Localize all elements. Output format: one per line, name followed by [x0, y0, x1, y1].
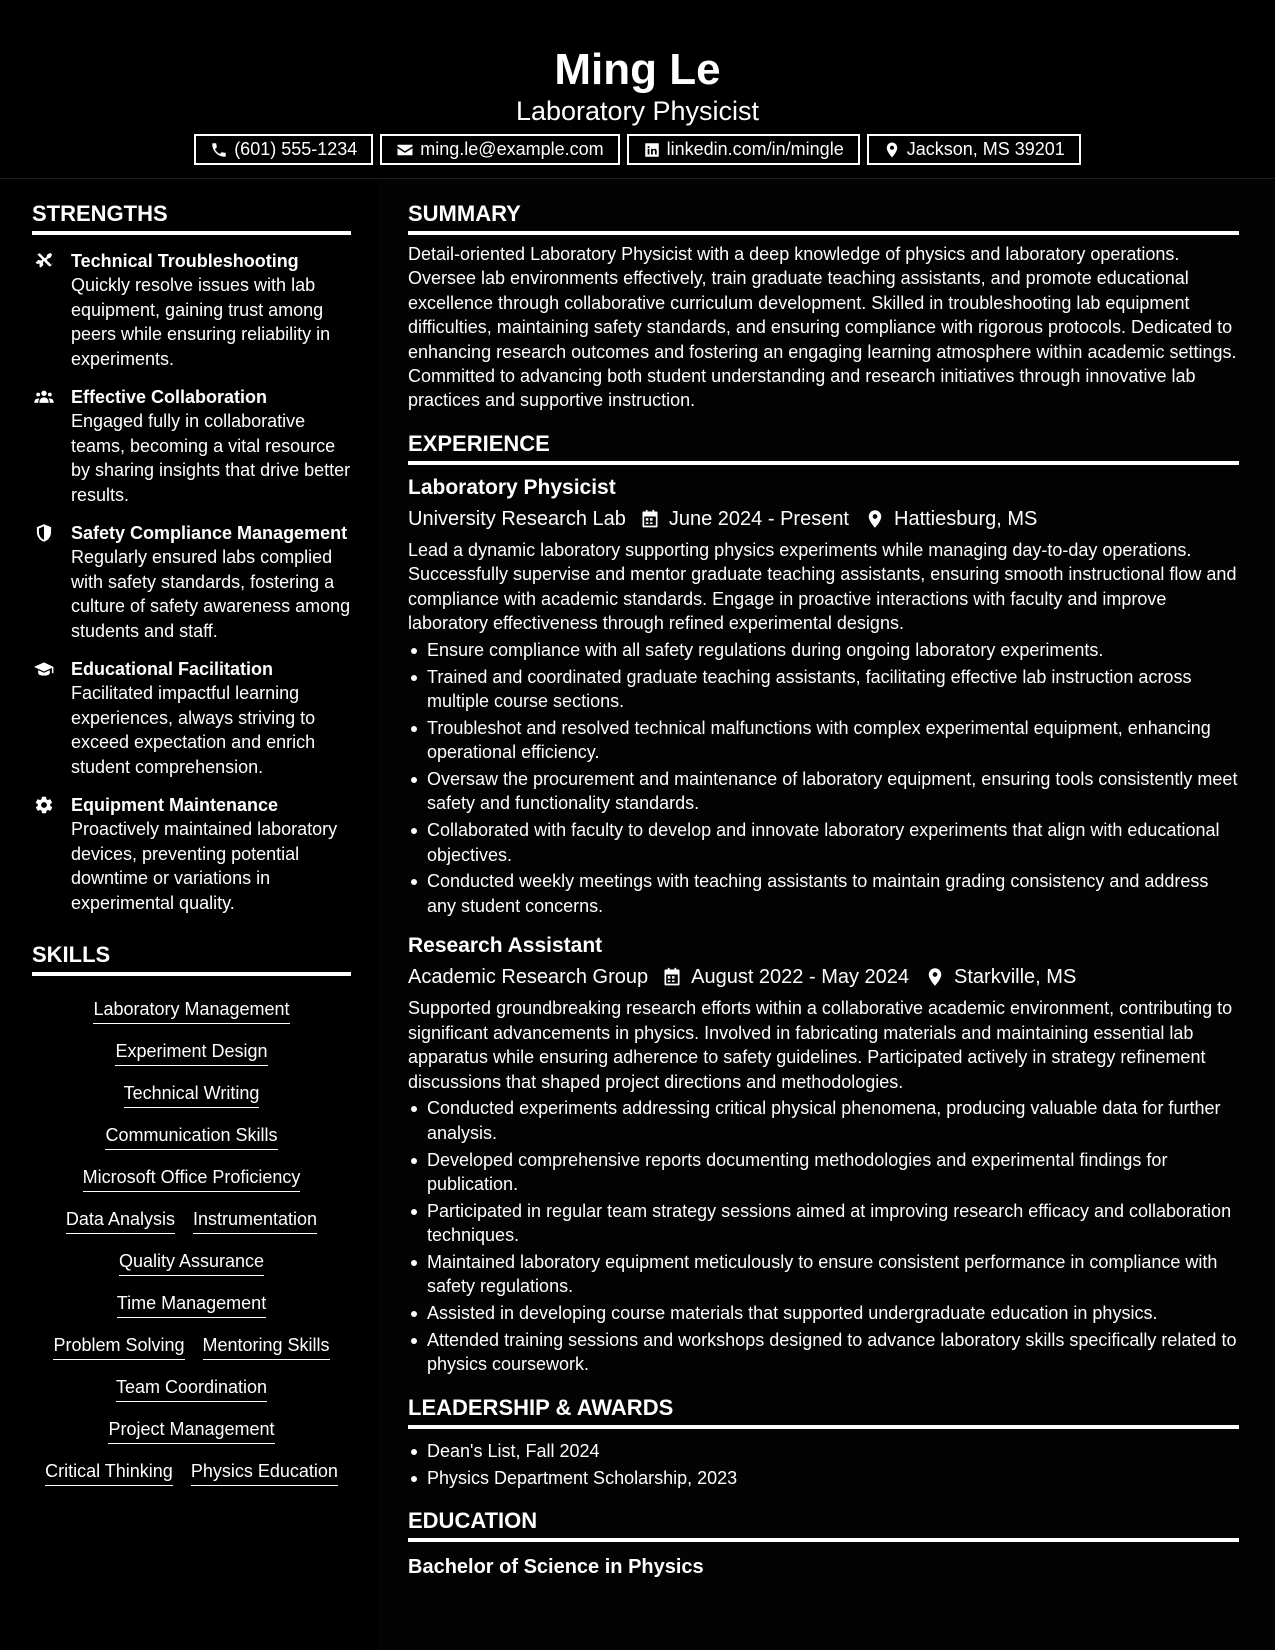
list-item: Participated in regular team strategy sessions aimed at improving research efficacy and collaboration techniques.: [408, 1199, 1239, 1248]
tools-icon: [34, 251, 54, 271]
strength-item: [32, 793, 351, 915]
strength-name: Educational Facilitation: [71, 659, 274, 679]
job-entry: [408, 932, 1239, 1376]
map-pin-icon: [865, 509, 885, 529]
contact-bar: [0, 134, 1275, 165]
skill-tag: Problem Solving: [53, 1333, 184, 1360]
skill-tag: Team Coordination: [116, 1375, 267, 1402]
map-pin-icon: [883, 141, 901, 159]
skill-tag: Experiment Design: [115, 1039, 267, 1066]
job-description: Lead a dynamic laboratory supporting physics experiments while managing day-to-day operations. Successfully supervise and mentor graduate teaching assistants, ensuring smooth instructional flow and compliance with academic standards. Engage in proactive interactions with faculty and improve laboratory effectiveness through refined experimental designs.: [408, 539, 1237, 634]
awards-heading: LEADERSHIP & AWARDS: [408, 1395, 1239, 1429]
users-icon: [34, 387, 54, 407]
contact-location: [867, 134, 1081, 165]
job-dates: June 2024 - Present: [668, 507, 849, 530]
list-item: Troubleshot and resolved technical malfunctions with complex experimental equipment, enhancing operational efficiency.: [408, 716, 1239, 765]
summary-text: Detail-oriented Laboratory Physicist with a deep knowledge of physics and laboratory operations. Oversee lab environments effectively, train graduate teaching assistants, and promote educational excellence through collaborative curriculum development. Skilled in troubleshooting lab equipment difficulties, maintaining safety standards, and ensuring compliance with rigorous protocols. Dedicated to enhancing research outcomes and fostering an engaging learning atmosphere within academic settings. Committed to advancing both student understanding and research initiatives through innovative lab practices and supportive instruction.: [408, 244, 1237, 411]
skill-tag: Mentoring Skills: [203, 1333, 330, 1360]
list-item: Assisted in developing course materials that supported undergraduate education in physics.: [408, 1301, 1239, 1325]
list-item: Collaborated with faculty to develop and innovate laboratory experiments that align with educational objectives.: [408, 818, 1239, 867]
strength-description: Proactively maintained laboratory devices, preventing potential downtime or variations in experimental quality.: [71, 819, 338, 913]
contact-linkedin[interactable]: [627, 134, 860, 165]
education-heading: EDUCATION: [408, 1508, 1239, 1542]
skill-tag: Communication Skills: [105, 1123, 277, 1150]
strength-name: Effective Collaboration: [71, 387, 268, 407]
strength-description: Regularly ensured labs complied with safety standards, fostering a culture of safety awareness among students and staff.: [71, 547, 351, 641]
strength-description: Engaged fully in collaborative teams, becoming a vital resource by sharing insights that drive better results.: [71, 411, 351, 505]
list-item: Maintained laboratory equipment meticulously to ensure consistent performance in compliance with safety regulations.: [408, 1250, 1239, 1299]
skill-tag: Critical Thinking: [45, 1459, 173, 1486]
list-item: Oversaw the procurement and maintenance of laboratory equipment, ensuring tools consistently meet safety and functionality standards.: [408, 767, 1239, 816]
contact-email[interactable]: [380, 134, 619, 165]
strength-description: Facilitated impactful learning experiences, always striving to exceed expectation and enrich student comprehension.: [71, 683, 316, 777]
skill-tag: Technical Writing: [124, 1081, 260, 1108]
job-organization: Academic Research Group: [408, 966, 649, 989]
awards-list: [408, 1439, 1239, 1490]
degree-title: Bachelor of Science in Physics: [408, 1555, 704, 1578]
contact-email-text: ming.le@example.com: [420, 139, 604, 159]
experience-heading: EXPERIENCE: [408, 431, 1239, 465]
skill-tag: Laboratory Management: [93, 997, 289, 1024]
skill-tag: Time Management: [117, 1291, 266, 1318]
job-role: Laboratory Physicist: [408, 475, 616, 499]
strength-description: Quickly resolve issues with lab equipment, gaining trust among peers while ensuring reliability in experiments.: [71, 275, 331, 369]
list-item: Trained and coordinated graduate teaching assistants, facilitating effective lab instruction across multiple course sections.: [408, 665, 1239, 714]
phone-icon: [210, 141, 228, 159]
job-dates: August 2022 - May 2024: [691, 966, 910, 989]
strength-name: Technical Troubleshooting: [71, 251, 299, 271]
list-item: Conducted experiments addressing critical physical phenomena, producing valuable data for further analysis.: [408, 1096, 1239, 1145]
calendar-icon: [662, 967, 682, 987]
strengths-heading: STRENGTHS: [32, 201, 351, 235]
list-item: Developed comprehensive reports documenting methodologies and experimental findings for publication.: [408, 1148, 1239, 1197]
resume-header: [0, 0, 1275, 179]
list-item: Dean's List, Fall 2024: [408, 1439, 1239, 1463]
job-location: Hattiesburg, MS: [894, 507, 1038, 530]
strength-item: [32, 385, 351, 507]
contact-phone-text: (601) 555-1234: [234, 139, 358, 159]
job-organization: University Research Lab: [408, 507, 626, 530]
skill-tag: Quality Assurance: [119, 1249, 264, 1276]
list-item: Conducted weekly meetings with teaching assistants to maintain grading consistency and address any student concerns.: [408, 869, 1239, 918]
job-role: Research Assistant: [408, 934, 603, 958]
skill-tag: Data Analysis: [66, 1207, 175, 1234]
contact-linkedin-text: linkedin.com/in/mingle: [666, 139, 844, 159]
strength-item: [32, 249, 351, 371]
candidate-title: Laboratory Physicist: [515, 96, 760, 126]
graduation-cap-icon: [34, 659, 54, 679]
skill-tag: Project Management: [108, 1417, 274, 1444]
skills-list: [32, 982, 351, 1486]
gear-icon: [34, 795, 54, 815]
list-item: Ensure compliance with all safety regulations during ongoing laboratory experiments.: [408, 638, 1239, 662]
list-item: Attended training sessions and workshops designed to advance laboratory skills specifically related to physics coursework.: [408, 1328, 1239, 1377]
sidebar: [32, 201, 351, 1486]
strength-name: Safety Compliance Management: [71, 523, 348, 543]
shield-icon: [34, 523, 54, 543]
strength-name: Equipment Maintenance: [71, 795, 279, 815]
list-item: Physics Department Scholarship, 2023: [408, 1466, 1239, 1490]
linkedin-icon: [643, 141, 661, 159]
skill-tag: Microsoft Office Proficiency: [83, 1165, 301, 1192]
job-location: Starkville, MS: [954, 966, 1077, 989]
skill-tag: Physics Education: [191, 1459, 338, 1486]
job-entry: [408, 474, 1239, 918]
contact-phone[interactable]: [194, 134, 373, 165]
contact-location-text: Jackson, MS 39201: [906, 139, 1065, 159]
skills-heading: SKILLS: [32, 942, 351, 976]
strength-item: [32, 521, 351, 643]
job-bullets: [408, 638, 1239, 918]
job-description: Supported groundbreaking research efforts within a collaborative academic environment, contributing to significant advancements in physics. Involved in fabricating materials and maintaining essential lab apparatus while ensuring adherence to safety guidelines. Participated actively in strategy refinement discussions that shaped project directions and methodologies.: [408, 998, 1233, 1092]
main-content: [408, 201, 1239, 1581]
job-meta: [408, 505, 1239, 533]
candidate-name: Ming Le: [554, 45, 721, 94]
summary-heading: SUMMARY: [408, 201, 1239, 235]
calendar-icon: [640, 509, 660, 529]
job-meta: [408, 963, 1239, 991]
job-bullets: [408, 1096, 1239, 1376]
envelope-icon: [396, 141, 414, 159]
map-pin-icon: [925, 967, 945, 987]
strength-item: [32, 657, 351, 779]
skill-tag: Instrumentation: [193, 1207, 317, 1234]
